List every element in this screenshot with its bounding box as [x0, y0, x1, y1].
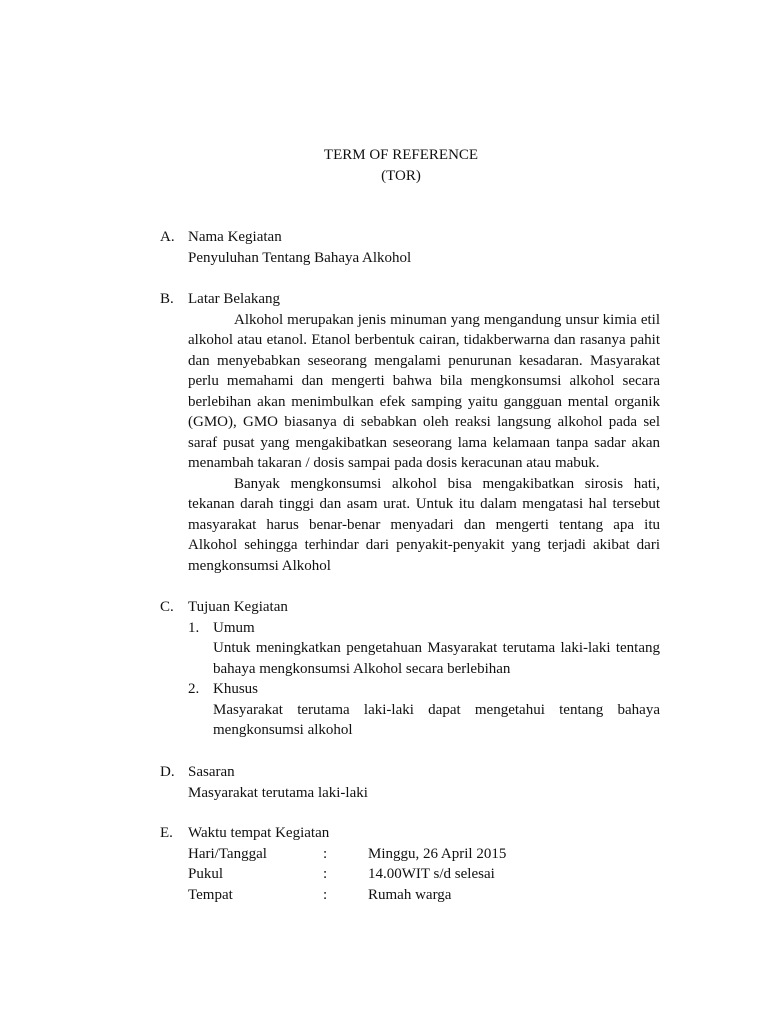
- document-title: TERM OF REFERENCE: [323, 147, 479, 163]
- section-a-content: Penyuluhan Tentang Bahaya Alkohol: [188, 249, 412, 266]
- section-a-heading: Nama Kegiatan: [188, 229, 282, 245]
- list-item-label: Khusus: [213, 681, 259, 697]
- section-a-letter: A.: [160, 229, 175, 245]
- list-item-number: 1.: [188, 619, 200, 636]
- list-item-label: Umum: [213, 619, 255, 636]
- schedule-row: [188, 864, 660, 885]
- section-e-letter: E.: [160, 825, 173, 841]
- section-e: [160, 823, 660, 905]
- section-b-heading: Latar Belakang: [188, 291, 281, 307]
- schedule-row: [188, 844, 660, 865]
- section-e-heading: Waktu tempat Kegiatan: [188, 825, 330, 841]
- schedule-row-colon: :: [323, 886, 328, 903]
- section-c: [160, 597, 660, 741]
- list-item-text: Masyarakat terutama laki-laki dapat mengetahui tentang bahaya mengkonsumsi alkohol: [213, 701, 660, 738]
- schedule-row-value: Rumah warga: [368, 886, 452, 903]
- section-c-heading: Tujuan Kegiatan: [188, 599, 288, 615]
- schedule-row-colon: :: [323, 845, 328, 862]
- section-b-letter: B.: [160, 291, 174, 307]
- section-d: [160, 762, 660, 803]
- section-d-letter: D.: [160, 764, 175, 780]
- schedule-row-value: 14.00WIT s/d selesai: [368, 866, 495, 882]
- schedule-row: [188, 885, 660, 906]
- document-title-block: [0, 145, 768, 187]
- schedule-row-key: Pukul: [188, 866, 224, 882]
- section-b-paragraph-2: Banyak mengkonsumsi alkohol bisa mengakibatkan sirosis hati, tekanan darah tinggi dan asam urat. Untuk itu dalam mengatasi hal tersebut masyarakat harus benar-benar menyadari dan mengerti tentang apa itu Alkohol sehingga terhindar dari penyakit-penyakit yang terjadi akibat dari mengkonsumsi Alkohol: [188, 475, 660, 574]
- section-b-paragraph-1: Alkohol merupakan jenis minuman yang mengandung unsur kimia etil alkohol atau etanol. Etanol berbentuk cairan, tidakberwarna dan rasanya pahit dan menyebabkan seseorang mengalami penurunan kesadaran. Masyarakat perlu memahami dan mengerti bahwa bila mengkonsumsi alkohol secara berlebihan akan menimbulkan efek samping yaitu gangguan mental organik (GMO), GMO biasanya di sebabkan oleh reaksi langsung alkohol pada sel saraf pusat yang mengakibatkan seseorang lama kelamaan tanpa sadar akan menambah takaran / dosis sampai pada dosis keracunan atau mabuk.: [188, 311, 660, 471]
- document-subtitle: (TOR): [381, 168, 421, 184]
- schedule-row-key: Tempat: [188, 886, 233, 903]
- section-c-letter: C.: [160, 599, 174, 615]
- schedule-row-colon: :: [323, 866, 328, 882]
- schedule-row-key: Hari/Tanggal: [188, 845, 267, 862]
- section-d-content: Masyarakat terutama laki-laki: [188, 784, 368, 801]
- list-item-text: Untuk meningkatkan pengetahuan Masyarakat terutama laki-laki tentang bahaya mengkonsumsi Alkohol secara berlebihan: [213, 640, 660, 677]
- section-d-heading: Sasaran: [188, 764, 235, 780]
- section-b: [160, 289, 660, 576]
- schedule-row-value: Minggu, 26 April 2015: [368, 845, 507, 862]
- list-item-number: 2.: [188, 681, 200, 697]
- section-a: [160, 227, 660, 268]
- list-item: [188, 618, 660, 680]
- list-item: [188, 679, 660, 741]
